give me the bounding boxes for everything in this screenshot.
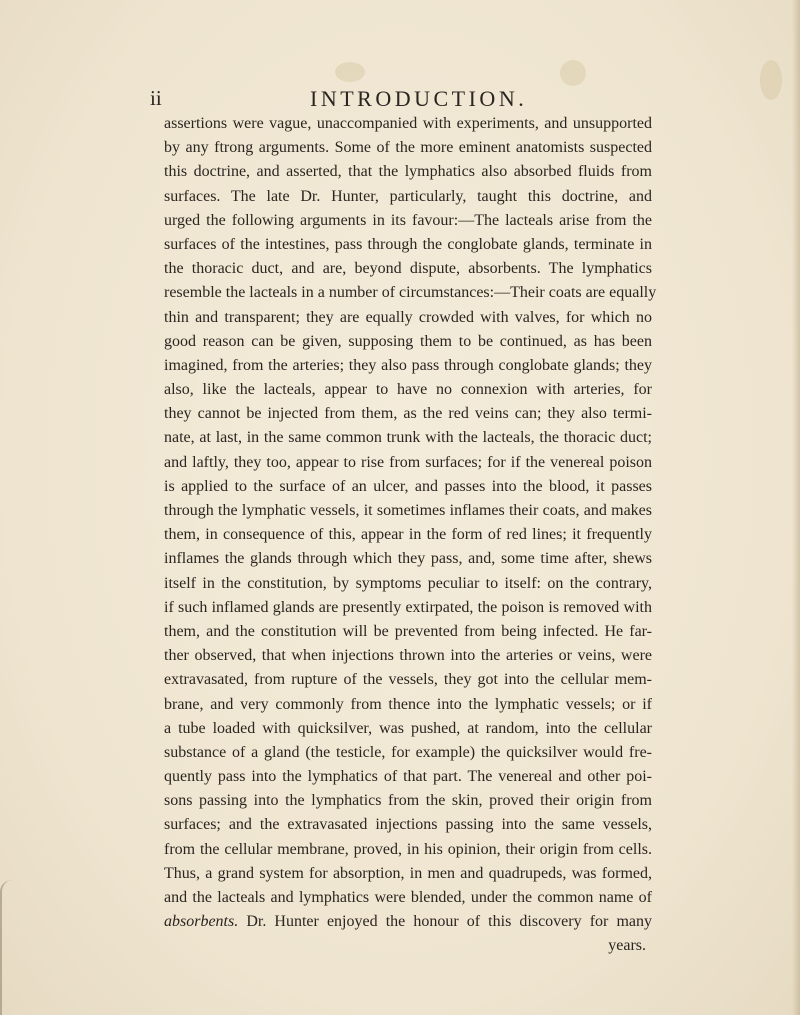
paper-stain: [760, 60, 782, 100]
text-line: itself in the constitution, by symptoms peculiar to itself: on the contrary,: [164, 574, 652, 592]
final-word: years.: [608, 937, 646, 955]
text-line: surfaces. The late Dr. Hunter, particularly, taught this doctrine, and: [164, 187, 652, 205]
text-line: quently pass into the lymphatics of that part. The venereal and other poi-: [164, 768, 652, 786]
body-text: [164, 112, 657, 959]
text-line: also, like the lacteals, appear to have no connexion with arteries, for: [164, 381, 652, 399]
text-line: thin and transparent; they are equally crowded with valves, for which no: [164, 308, 652, 326]
page-edge: [792, 0, 800, 1015]
text-line: urged the following arguments in its favour:—The lacteals arise from the: [164, 211, 652, 229]
text-line: this doctrine, and asserted, that the lymphatics also absorbed fluids from: [164, 163, 652, 181]
text-line: substance of a gland (the testicle, for example) the quicksilver would fre-: [164, 743, 652, 761]
text-line: them, in consequence of this, appear in the form of red lines; it frequently: [164, 526, 652, 544]
text-line: and laftly, they too, appear to rise from surfaces; for if the venereal poison: [164, 453, 652, 471]
text-line-rest: Dr. Hunter enjoyed the honour of this discovery for many: [238, 913, 652, 931]
text-line: inflames the glands through which they pass, and, some time after, shews: [164, 550, 652, 568]
text-line: surfaces; and the extravasated injections passing into the same vessels,: [164, 816, 652, 834]
text-line: the thoracic duct, and are, beyond dispute, absorbents. The lymphatics: [164, 260, 652, 278]
text-line: and the lacteals and lymphatics were blended, under the common name of: [164, 889, 652, 906]
text-line: sons passing into the lymphatics from the skin, proved their origin from: [164, 792, 652, 810]
text-line: ther observed, that when injections thrown into the arteries or veins, were: [164, 647, 652, 665]
text-line: good reason can be given, supposing them to be continued, as has been: [164, 332, 652, 350]
text-line: is applied to the surface of an ulcer, and passes into the blood, it passes: [164, 477, 652, 495]
text-line: a tube loaded with quicksilver, was pushed, at random, into the cellular: [164, 719, 652, 737]
text-line: assertions were vague, unaccompanied with experiments, and unsupported: [164, 115, 652, 132]
text-line: extravasated, from rupture of the vessels, they got into the cellular mem-: [164, 671, 652, 689]
text-line: surfaces of the intestines, pass through the conglobate glands, terminate in: [164, 235, 652, 253]
text-line: if such inflamed glands are presently extirpated, the poison is removed with: [164, 598, 652, 616]
paper-stain: [560, 60, 586, 86]
text-line: resemble the lacteals in a number of circumstances:—Their coats are equally: [164, 284, 657, 302]
text-line-absorbents: [164, 910, 652, 934]
paper-stain: [335, 62, 365, 82]
text-line: by any ftrong arguments. Some of the more eminent anatomists suspected: [164, 139, 652, 157]
text-line: through the lymphatic vessels, it sometimes inflames their coats, and makes: [164, 502, 652, 519]
text-line: nate, at last, in the same common trunk with the lacteals, the thoracic duct;: [164, 429, 652, 447]
text-line: imagined, from the arteries; they also pass through conglobate glands; they: [164, 356, 652, 374]
page-header-title: INTRODUCTION.: [310, 86, 528, 111]
page-crease: [0, 880, 12, 1015]
text-line: them, and the constitution will be prevented from being infected. He far-: [164, 622, 652, 640]
text-line: they cannot be injected from them, as the red veins can; they also termi-: [164, 405, 652, 423]
text-line: from the cellular membrane, proved, in his opinion, their origin from cells.: [164, 840, 652, 858]
text-line: Thus, a grand system for absorption, in men and quadrupeds, was formed,: [164, 864, 652, 882]
page-number: ii: [150, 86, 162, 110]
italic-term: absorbents.: [164, 913, 239, 931]
text-line: brane, and very commonly from thence into the lymphatic vessels; or if: [164, 695, 652, 713]
